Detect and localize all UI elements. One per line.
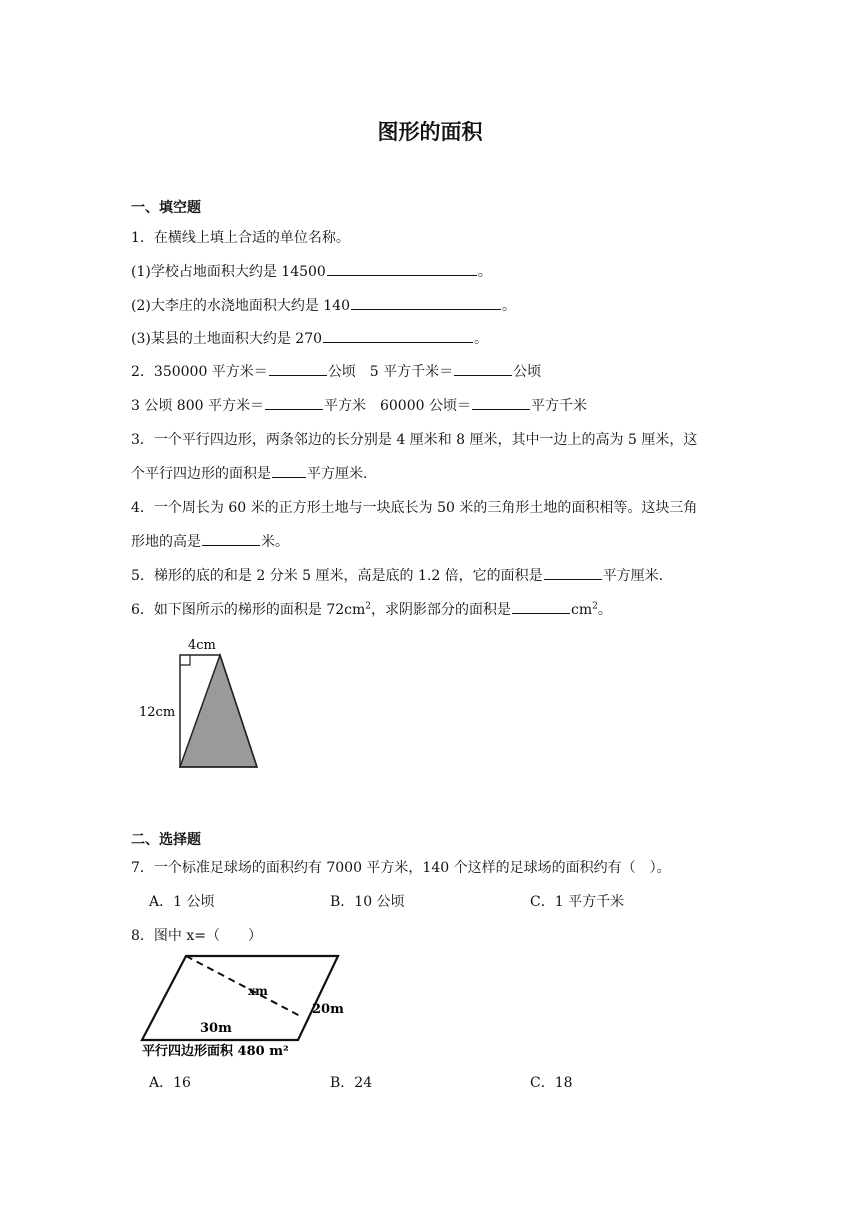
- question-2-text: 平方米 60000 公顷＝: [323, 398, 471, 414]
- question-4-line-2: [131, 531, 289, 551]
- question-6: [131, 599, 612, 619]
- question-1b-text: (2)大李庄的水浇地面积大约是 140: [131, 298, 351, 314]
- section-choice-heading: 二、选择题: [131, 832, 201, 848]
- answer-blank-1b[interactable]: [351, 295, 501, 310]
- question-2-line-1: [131, 361, 541, 381]
- question-4-text: 形地的高是: [131, 534, 201, 550]
- option-8c[interactable]: C．18: [530, 1075, 573, 1091]
- answer-blank-2a[interactable]: [269, 361, 327, 376]
- answer-blank-2b[interactable]: [454, 361, 512, 376]
- figure-label-top: 4cm: [188, 638, 216, 653]
- dashed-height-line: [186, 956, 302, 1017]
- question-3-text: 个平行四边形的面积是: [131, 466, 271, 482]
- question-4-text: 米。: [261, 534, 289, 550]
- question-1a: [131, 261, 492, 281]
- period: 。: [597, 602, 612, 618]
- answer-blank-2d[interactable]: [472, 395, 530, 410]
- question-3-text: 平方厘米.: [307, 466, 368, 482]
- answer-blank-2c[interactable]: [265, 395, 323, 410]
- option-7c[interactable]: C．1 平方千米: [530, 894, 625, 910]
- period: 。: [477, 264, 492, 280]
- question-5: [131, 565, 663, 585]
- question-6-text: ，求阴影部分的面积是: [371, 602, 512, 618]
- figure-label-left: 12cm: [139, 705, 176, 720]
- answer-blank-5[interactable]: [544, 565, 602, 580]
- answer-blank-3[interactable]: [272, 463, 306, 478]
- question-2-line-2: [131, 395, 587, 415]
- option-8b[interactable]: B．24: [330, 1075, 373, 1091]
- parallelogram-outline: [142, 956, 338, 1040]
- question-2-text: 2．350000 平方米＝: [131, 364, 268, 380]
- period: 。: [474, 331, 489, 347]
- shaded-triangle: [180, 655, 257, 767]
- question-1a-text: (1)学校占地面积大约是 14500: [131, 264, 326, 280]
- superscript: 2: [592, 601, 598, 612]
- question-5-text: 平方厘米.: [602, 568, 664, 584]
- option-7b[interactable]: B．10 公顷: [330, 894, 405, 910]
- answer-blank-6[interactable]: [512, 599, 570, 614]
- question-4-line-1: 4．一个周长为 60 米的正方形土地与一块底长为 50 米的三角形土地的面积相等。这块三角: [131, 500, 698, 516]
- question-8-stem: 8．图中 x=（ ）: [131, 928, 262, 944]
- figure-label-base: 30m: [200, 1021, 232, 1036]
- question-5-text: 5．梯形的底的和是 2 分米 5 厘米，高是底的 1.2 倍，它的面积是: [131, 568, 543, 584]
- answer-blank-1a[interactable]: [327, 261, 477, 276]
- option-7a[interactable]: A．1 公顷: [149, 894, 215, 910]
- question-2-text: 3 公顷 800 平方米＝: [131, 398, 264, 414]
- page-title: 图形的面积: [377, 120, 483, 144]
- parallelogram-figure: [134, 948, 354, 1060]
- figure-label-side: 20m: [312, 1002, 344, 1017]
- superscript: 2: [365, 601, 372, 612]
- answer-blank-4[interactable]: [202, 531, 260, 546]
- right-angle-mark: [180, 655, 190, 665]
- figure-caption: 平行四边形面积 480 m²: [142, 1044, 289, 1059]
- period: 。: [502, 298, 517, 314]
- question-1-stem: 1．在横线上填上合适的单位名称。: [131, 230, 350, 246]
- question-6-text: 6．如下图所示的梯形的面积是 72cm: [131, 602, 366, 618]
- question-3-line-2: [131, 463, 367, 483]
- question-2-text: 平方千米: [530, 398, 587, 414]
- question-2-text: 公顷 5 平方千米＝: [327, 364, 454, 380]
- question-6-text: cm: [571, 602, 593, 618]
- answer-blank-1c[interactable]: [323, 328, 473, 343]
- option-8a[interactable]: A．16: [149, 1075, 191, 1091]
- question-1c: [131, 328, 488, 348]
- trapezoid-figure: [134, 632, 264, 772]
- question-3-line-1: 3．一个平行四边形，两条邻边的长分别是 4 厘米和 8 厘米，其中一边上的高为 5 厘米，这: [131, 432, 698, 448]
- question-7-stem: 7．一个标准足球场的面积约有 7000 平方米，140 个这样的足球场的面积约有（ ）。: [131, 860, 671, 876]
- figure-label-x: xm: [248, 984, 268, 998]
- question-1b: [131, 295, 516, 315]
- question-1c-text: (3)某县的土地面积大约是 270: [131, 331, 323, 347]
- section-fill-in-heading: 一、填空题: [131, 200, 201, 216]
- question-2-text: 公顷: [513, 364, 542, 380]
